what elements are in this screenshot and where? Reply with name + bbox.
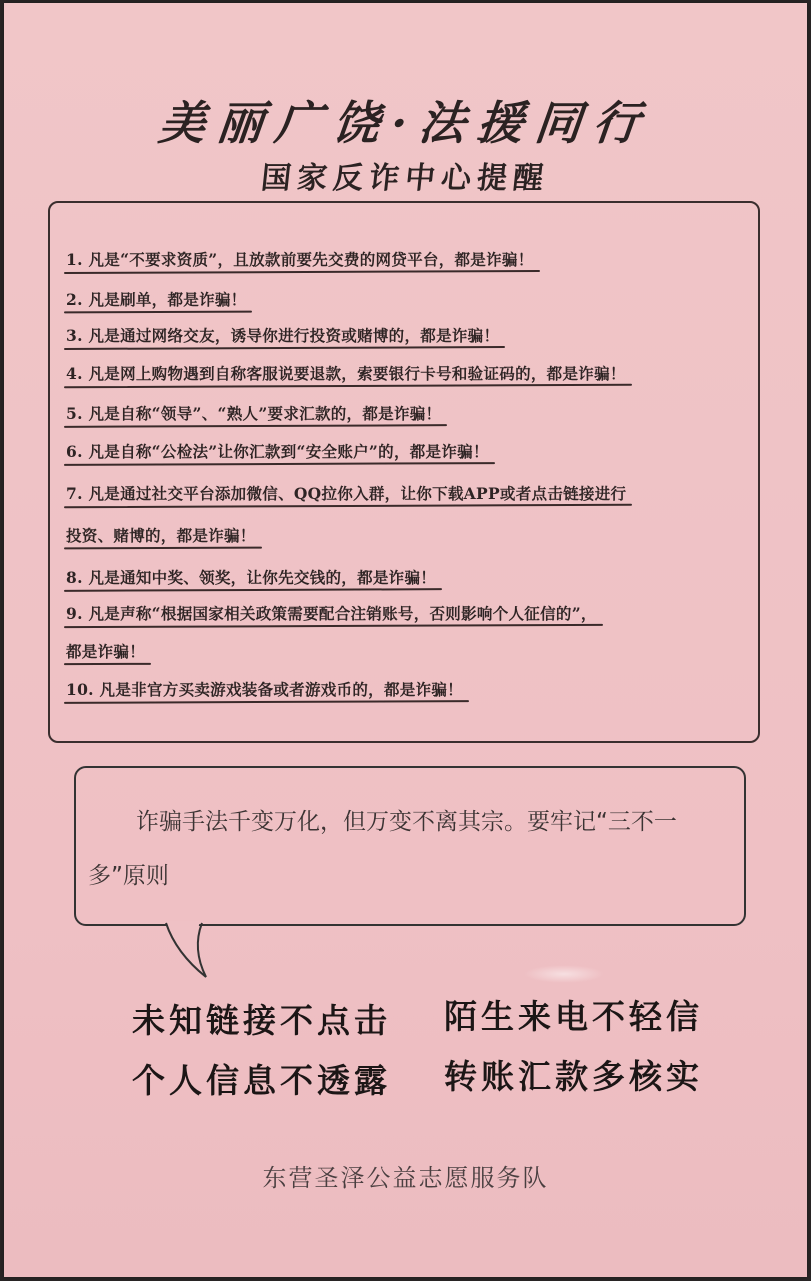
slogan-item: 个人信息不透露 [132,1061,391,1100]
organization-name: 东营圣泽公益志愿服务队 [262,1164,549,1192]
speech-bubble-tail [164,921,234,981]
slogan-item: 转账汇款多核实 [444,1057,703,1096]
bubble-text: 诈骗手法千变万化，但万变不离其宗。要牢记“三不一多”原则 [88,809,677,889]
rule-line: 5. 凡是自称“领导”、“熟人”要求汇款的，都是诈骗！ [66,399,441,429]
rule-line: 3. 凡是通过网络交友，诱导你进行投资或赌博的，都是诈骗！ [66,321,499,351]
rule-line: 9. 凡是声称“根据国家相关政策需要配合注销账号，否则影响个人征信的”， [66,599,597,629]
flyer-page [4,3,807,1277]
rule-line: 10. 凡是非官方买卖游戏装备或者游戏币的，都是诈骗！ [66,675,463,705]
rule-line: 7. 凡是通过社交平台添加微信、QQ拉你入群，让你下载APP或者点击链接进行 [66,479,626,509]
rules-box [48,201,760,743]
rule-line: 4. 凡是网上购物遇到自称客服说要退款，索要银行卡号和验证码的，都是诈骗！ [66,359,626,389]
slogan-item: 陌生来电不轻信 [444,997,703,1036]
slogan-item: 未知链接不点击 [132,1001,391,1040]
rule-line: 8. 凡是通知中奖、领奖，让你先交钱的，都是诈骗！ [66,563,436,593]
rule-line: 1. 凡是“不要求资质”，且放款前要先交费的网贷平台，都是诈骗！ [66,245,534,275]
rule-line: 投资、赌博的，都是诈骗！ [66,521,256,551]
page-title: 美丽广饶·法援同行 [156,96,655,150]
smudge-mark [524,965,604,983]
page-subtitle: 国家反诈中心提醒 [259,161,551,196]
rule-line: 6. 凡是自称“公检法”让你汇款到“安全账户”的，都是诈骗！ [66,437,489,467]
rule-line: 2. 凡是刷单，都是诈骗！ [66,285,246,315]
rule-line: 都是诈骗！ [66,637,145,667]
